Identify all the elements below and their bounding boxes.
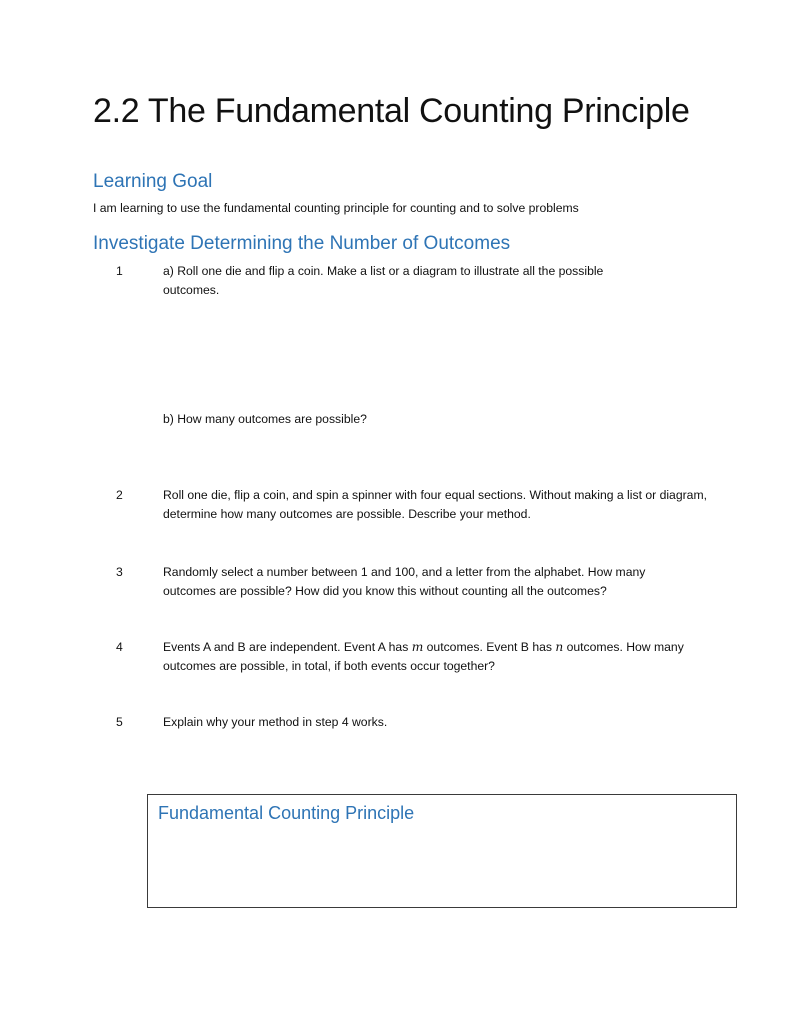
investigate-heading: Investigate Determining the Number of Outcomes — [93, 233, 511, 254]
step-4-text — [163, 638, 703, 676]
learning-goal-text: I am learning to use the fundamental counting principle for counting and to solve problems — [93, 201, 579, 215]
step-4-text-part-3: outcomes. How many outcomes are possible, in total, if both events occur together? — [163, 640, 684, 673]
step-1-part-b-text: b) How many outcomes are possible? — [163, 412, 367, 426]
learning-goal-heading: Learning Goal — [93, 171, 213, 192]
step-1-part-a-text: a) Roll one die and flip a coin. Make a list or a diagram to illustrate all the possible outcomes. — [163, 264, 604, 297]
step-2-number: 2 — [116, 488, 123, 502]
step-4 — [163, 638, 703, 676]
principle-box[interactable] — [147, 794, 737, 908]
step-4-text-part-2: outcomes. Event B has — [423, 640, 556, 654]
step-1-part-b — [163, 410, 708, 429]
step-1-part-a — [163, 262, 653, 300]
step-1-number: 1 — [116, 264, 123, 278]
step-3-number: 3 — [116, 565, 123, 579]
step-3-text: Randomly select a number between 1 and 100, and a letter from the alphabet. How many outcomes are possible? How did you know this without counting all the outcomes? — [163, 565, 646, 598]
step-5-number: 5 — [116, 715, 123, 729]
step-5-text: Explain why your method in step 4 works. — [163, 715, 388, 729]
step-3 — [163, 563, 698, 601]
page-title: 2.2 The Fundamental Counting Principle — [93, 92, 690, 130]
step-4-text-part-1: Events A and B are independent. Event A has — [163, 640, 412, 654]
step-5 — [163, 713, 708, 732]
step-2-text: Roll one die, flip a coin, and spin a spinner with four equal sections. Without making a list or diagram, determine how many outcomes are possible. Describe your method. — [163, 488, 707, 521]
principle-box-heading: Fundamental Counting Principle — [158, 803, 415, 823]
step-4-number: 4 — [116, 640, 123, 654]
variable-m: m — [411, 640, 424, 654]
step-2 — [163, 486, 708, 524]
variable-n: n — [555, 640, 564, 654]
